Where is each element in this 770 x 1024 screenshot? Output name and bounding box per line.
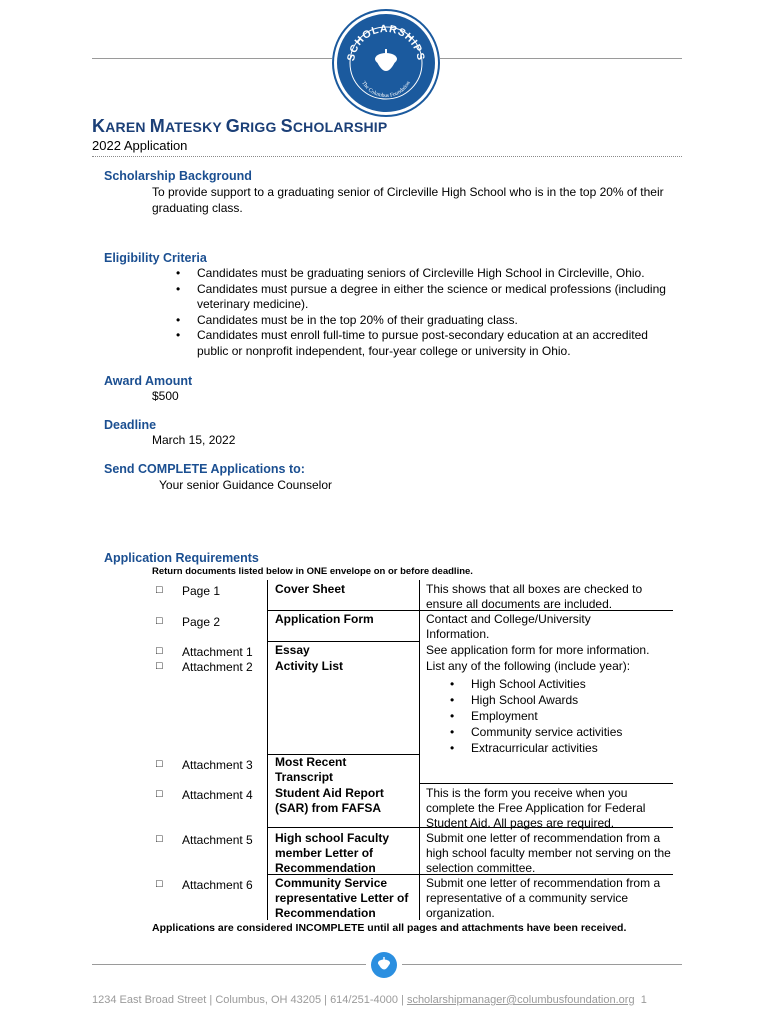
req-document: Essay xyxy=(275,643,310,657)
send-heading: Send COMPLETE Applications to: xyxy=(104,462,305,476)
req-document: Most Recent Transcript xyxy=(275,755,347,784)
req-label: Attachment 5 xyxy=(182,833,253,847)
checkbox-page-2[interactable]: □ xyxy=(156,615,163,627)
req-document: Application Form xyxy=(275,612,374,626)
activity-item: • High School Awards xyxy=(450,692,670,708)
eligibility-item: • Candidates must enroll full-time to pursue post-secondary education at an accredited public or nonprofit independent, four-year college or university in Ohio. xyxy=(176,328,676,359)
svg-text:The Columbus Foundation: The Columbus Foundation xyxy=(360,80,412,100)
footer-rule-right xyxy=(402,964,682,965)
eligibility-item: • Candidates must be graduating seniors of Circleville High School in Circleville, Ohio. xyxy=(176,266,676,282)
req-label: Attachment 2 xyxy=(182,660,253,674)
table-row-divider xyxy=(267,641,419,642)
req-label: Attachment 3 xyxy=(182,758,253,772)
activity-item: • Community service activities xyxy=(450,724,670,740)
req-description: This is the form you receive when you complete the Free Application for Federal Student Aid. All pages are required. xyxy=(426,786,646,830)
requirements-heading: Application Requirements xyxy=(104,551,259,565)
req-label: Attachment 1 xyxy=(182,645,253,659)
background-heading: Scholarship Background xyxy=(104,169,252,183)
req-description: This shows that all boxes are checked to ensure all documents are included. xyxy=(426,582,643,611)
activity-item: • Employment xyxy=(450,708,670,724)
svg-text:SCHOLARSHIPS: SCHOLARSHIPS xyxy=(345,22,427,63)
requirements-note: Return documents listed below in ONE envelope on or before deadline. xyxy=(152,566,473,577)
footer-address: 1234 East Broad Street | Columbus, OH 43205 | 614/251-4000 | xyxy=(92,994,407,1006)
background-text: To provide support to a graduating senior of Circleville High School who is in the top 20% of their graduating class. xyxy=(152,185,664,215)
req-document: Student Aid Report (SAR) from FAFSA xyxy=(275,786,384,815)
table-column-divider xyxy=(267,580,268,920)
table-row-divider xyxy=(419,783,673,784)
application-year: 2022 Application xyxy=(92,138,188,153)
incomplete-note: Applications are considered INCOMPLETE until all pages and attachments have been received. xyxy=(152,922,627,934)
checkbox-attachment-3[interactable]: □ xyxy=(156,758,163,770)
eligibility-item: • Candidates must pursue a degree in either the science or medical professions (including veterinary medicine). xyxy=(176,282,676,313)
activity-item: • Extracurricular activities xyxy=(450,740,670,756)
send-recipient: Your senior Guidance Counselor xyxy=(159,478,332,492)
req-description: Submit one letter of recommendation from a high school faculty member not serving on the selection committee. xyxy=(426,831,671,875)
req-label: Page 2 xyxy=(182,615,221,629)
footer-contact xyxy=(92,994,647,1006)
checkbox-attachment-4[interactable]: □ xyxy=(156,788,163,800)
req-document: Activity List xyxy=(275,659,344,673)
activity-list xyxy=(450,676,670,756)
footer-email-link[interactable]: scholarshipmanager@columbusfoundation.org xyxy=(406,994,635,1006)
req-document: Community Service representative Letter of Recommendation xyxy=(275,876,409,920)
req-label: Attachment 6 xyxy=(182,878,253,892)
page-number: 1 xyxy=(640,994,647,1006)
checkbox-attachment-1[interactable]: □ xyxy=(156,645,163,657)
award-amount: $500 xyxy=(152,389,179,403)
req-description: See application form for more information. xyxy=(426,643,650,657)
table-column-divider xyxy=(419,580,420,920)
checkbox-attachment-5[interactable]: □ xyxy=(156,833,163,845)
acorn-icon xyxy=(371,952,397,978)
checkbox-attachment-6[interactable]: □ xyxy=(156,878,163,890)
deadline-heading: Deadline xyxy=(104,418,157,432)
req-document: Cover Sheet xyxy=(275,582,346,596)
activity-item: • High School Activities xyxy=(450,676,670,692)
checkbox-attachment-2[interactable]: □ xyxy=(156,660,163,672)
footer-rule-left xyxy=(92,964,366,965)
checkbox-page-1[interactable]: □ xyxy=(156,584,163,596)
award-heading: Award Amount xyxy=(104,374,193,388)
req-description: List any of the following (include year): xyxy=(426,659,631,673)
req-description: Submit one letter of recommendation from a representative of a community service organization. xyxy=(426,876,661,920)
req-label: Page 1 xyxy=(182,584,221,598)
scholarship-title: KAREN MATESKY GRIGG SCHOLARSHIP xyxy=(92,116,388,136)
req-description: Contact and College/University Information. xyxy=(426,612,591,641)
eligibility-heading: Eligibility Criteria xyxy=(104,251,207,265)
eligibility-item: • Candidates must be in the top 20% of their graduating class. xyxy=(176,313,676,329)
deadline-date: March 15, 2022 xyxy=(152,433,236,447)
req-label: Attachment 4 xyxy=(182,788,253,802)
req-document: High school Faculty member Letter of Recommendation xyxy=(275,831,390,875)
